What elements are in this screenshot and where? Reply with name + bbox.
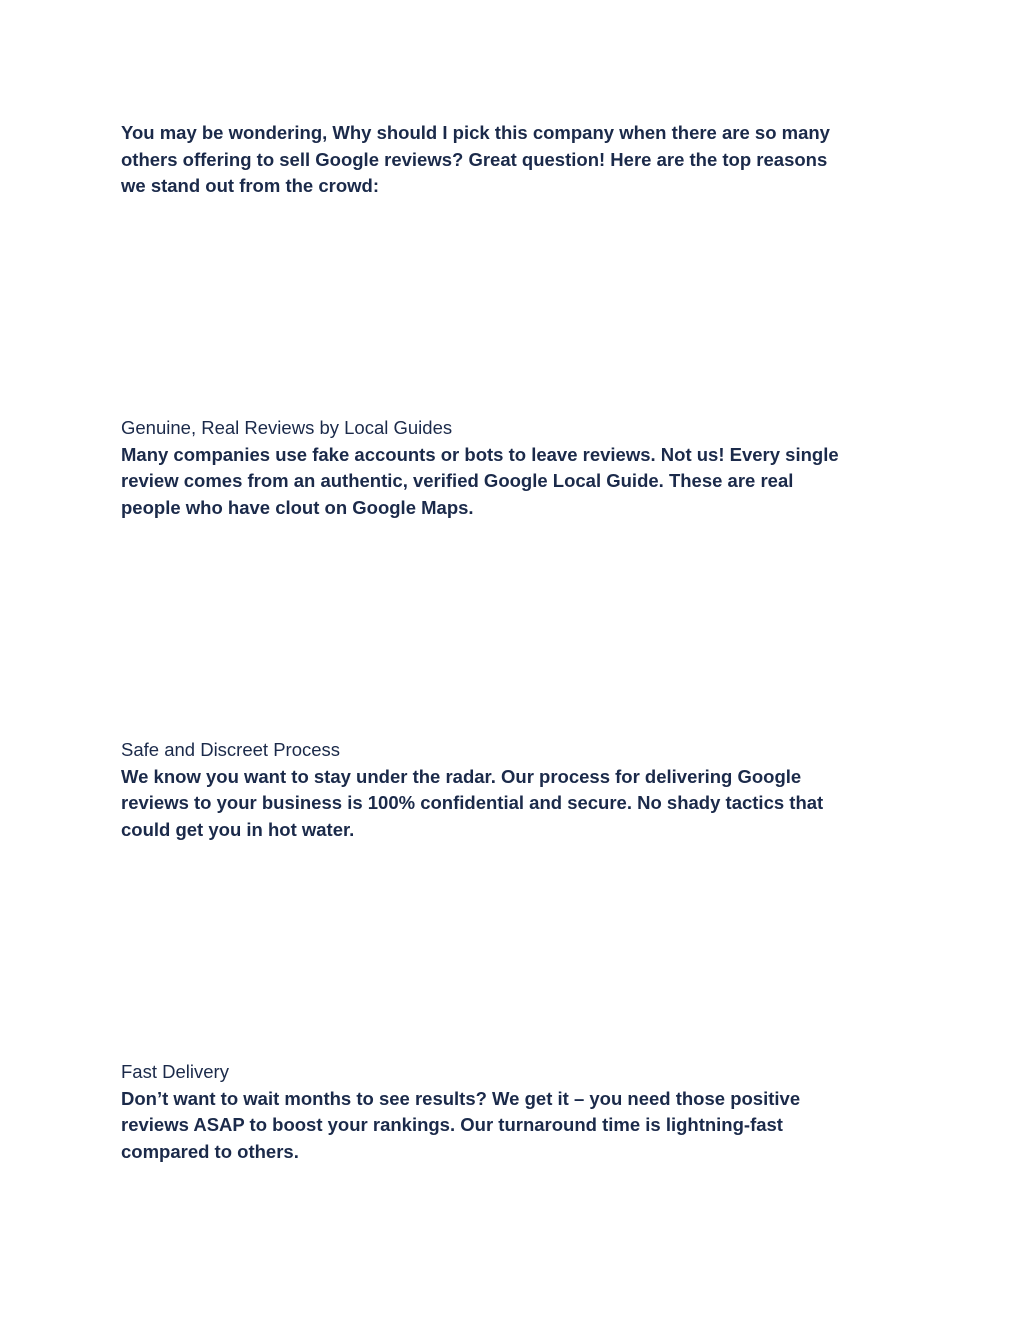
text-line: compared to others.: [121, 1140, 299, 1162]
text-line: We know you want to stay under the radar. Our process for delivering Google: [121, 765, 802, 787]
text-line: reviews ASAP to boost your rankings. Our turnaround time is lightning-fast: [121, 1114, 783, 1135]
text-line: people who have clout on Google Maps.: [121, 496, 474, 518]
section-heading: Safe and Discreet Process: [121, 739, 341, 760]
intro-paragraph: [121, 120, 921, 200]
text-line: You may be wondering, Why should I pick this company when there are so many: [121, 122, 830, 143]
section-fast-delivery: [121, 1059, 921, 1165]
text-line: Don’t want to wait months to see results? We get it – you need those positive: [121, 1087, 801, 1109]
text-line: we stand out from the crowd:: [121, 175, 379, 196]
text-line: reviews to your business is 100% confidential and secure. No shady tactics that: [121, 792, 824, 813]
text-line: others offering to sell Google reviews? Great question! Here are the top reasons: [121, 148, 828, 170]
section-genuine-reviews: [121, 415, 921, 521]
section-heading: Genuine, Real Reviews by Local Guides: [121, 417, 453, 438]
text-line: review comes from an authentic, verified Google Local Guide. These are real: [121, 470, 794, 491]
text-line: could get you in hot water.: [121, 818, 355, 840]
section-heading: Fast Delivery: [121, 1061, 229, 1082]
text-line: Many companies use fake accounts or bots to leave reviews. Not us! Every single: [121, 443, 839, 465]
section-safe-process: [121, 737, 921, 843]
